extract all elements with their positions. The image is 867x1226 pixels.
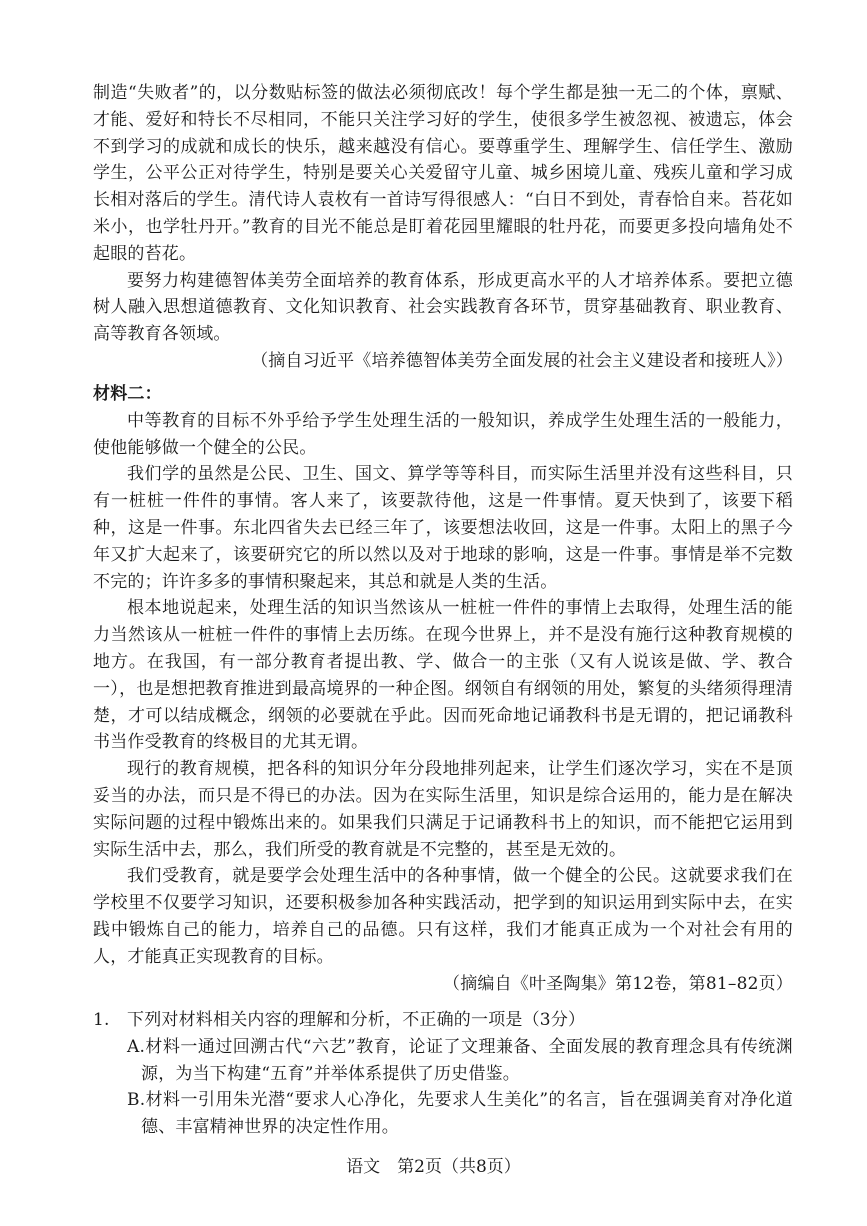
material-two-paragraph: 中等教育的目标不外乎给予学生处理生活的一般知识，养成学生处理生活的一般能力，使他能够做一个健全的公民。 [93, 410, 793, 458]
option-a-text: A.材料一通过回溯古代“六艺”教育，论证了文理兼备、全面发展的教育理念具有传统渊源，为当下构建“五育”并举体系提供了历史借鉴。 [127, 1036, 793, 1084]
material-two-heading: 材料二： [93, 384, 162, 404]
question-one [93, 1007, 793, 1141]
material-two-source: （摘编自《叶圣陶集》第12卷，第81–82页） [443, 973, 793, 994]
material-one-paragraph: 要努力构建德智体美劳全面培养的教育体系，形成更高水平的人才培养体系。要把立德树人融入思想道德教育、文化知识教育、社会实践教育各环节，贯穿基础教育、职业教育、高等教育各领域。 [93, 270, 793, 345]
page-footer: 语文 第2页（共8页） [346, 1157, 521, 1177]
material-one-source: （摘自习近平《培养德智体美劳全面发展的社会主义建设者和接班人》） [251, 350, 793, 371]
material-two-paragraph: 我们学的虽然是公民、卫生、国文、算学等等科目，而实际生活里并没有这些科目，只有一桩桩一件件的事情。客人来了，该要款待他，这是一件事情。夏天快到了，该要下稻种，这是一件事。东北四省失去已经三年了，该要想法收回，这是一件事。太阳上的黑子今年又扩大起来了，该要研究它的所以然以及对于地球的影响，这是一件事。事情是举不完数不完的；许许多多的事情积聚起来，其总和就是人类的生活。 [93, 464, 793, 592]
question-stem-text: 下列对材料相关内容的理解和分析，不正确的一项是（3分） [127, 1010, 586, 1030]
material-one [93, 80, 793, 375]
material-two-paragraph: 根本地说起来，处理生活的知识当然该从一桩桩一件件的事情上去取得，处理生活的能力当然该从一桩桩一件件的事情上去历练。在现今世界上，并不是没有施行这种教育规模的地方。在我国，有一部分教育者提出教、学、做合一的主张（又有人说该是做、学、教合一），也是想把教育推进到最高境界的一种企图。纲领自有纲领的用处，繁复的头绪须得理清楚，才可以结成概念，纲领的必要就在乎此。因而死命地记诵教科书是无谓的，把记诵教科书当作受教育的终极目的尤其无谓。 [93, 598, 793, 753]
option-b [93, 1087, 793, 1141]
material-two-paragraph: 现行的教育规模，把各科的知识分年分段地排列起来，让学生们逐次学习，实在不是顶妥当的办法，而只是不得已的办法。因为在实际生活里，知识是综合运用的，能力是在解决实际问题的过程中锻炼出来的。如果我们只满足于记诵教科书上的知识，而不能把它运用到实际生活中去，那么，我们所受的教育就是不完整的，甚至是无效的。 [93, 759, 793, 860]
material-one-paragraph: 制造“失败者”的，以分数贴标签的做法必须彻底改！每个学生都是独一无二的个体，禀赋、才能、爱好和特长不尽相同，不能只关注学习好的学生，使很多学生被忽视、被遗忘，体会不到学习的成就和成长的快乐，越来越没有信心。要尊重学生、理解学生、信任学生、激励学生，公平公正对待学生，特别是要关心关爱留守儿童、城乡困境儿童、残疾儿童和学习成长相对落后的学生。清代诗人袁枚有一首诗写得很感人：“白日不到处，青春恰自来。苔花如米小，也学牡丹开。”教育的目光不能总是盯着花园里耀眼的牡丹花，而要更多投向墙角处不起眼的苔花。 [93, 83, 793, 264]
option-a [93, 1034, 793, 1088]
question-stem [93, 1007, 793, 1034]
material-two-paragraph: 我们受教育，就是要学会处理生活中的各种事情，做一个健全的公民。这就要求我们在学校里不仅要学习知识，还要积极参加各种实践活动，把学到的知识运用到实际中去，在实践中锻炼自己的能力，培养自己的品德。只有这样，我们才能真正成为一个对社会有用的人，才能真正实现教育的目标。 [93, 866, 793, 967]
question-number: 1. [93, 1010, 110, 1030]
option-b-text: B.材料一引用朱光潜“要求人心净化，先要求人生美化”的名言，旨在强调美育对净化道德、丰富精神世界的决定性作用。 [127, 1090, 793, 1138]
material-two [93, 381, 793, 997]
